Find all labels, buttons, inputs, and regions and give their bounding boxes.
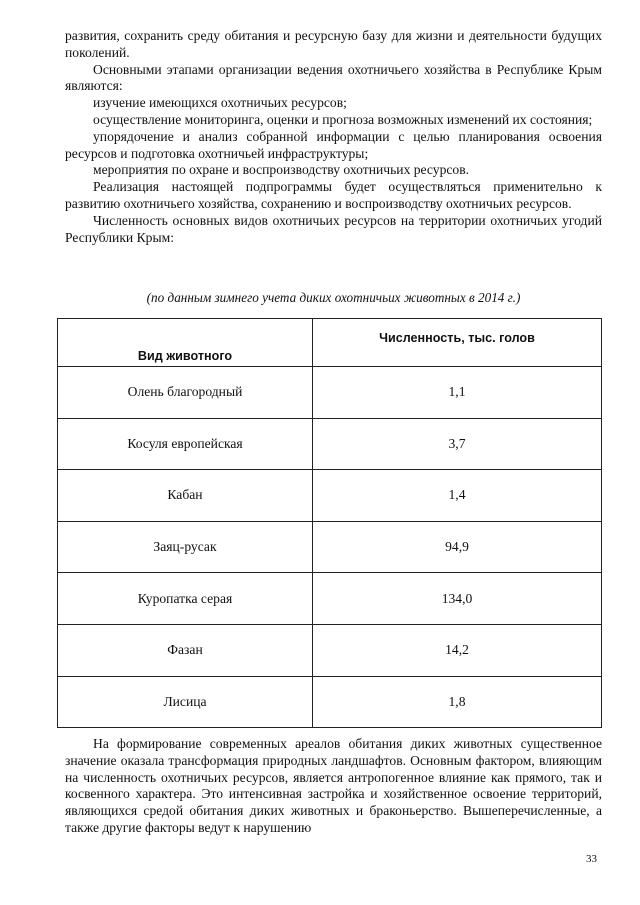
table-row — [58, 624, 602, 676]
page-number: 33 — [586, 853, 597, 865]
table-caption: (по данным зимнего учета диких охотничьих животных в 2014 г.) — [146, 290, 521, 305]
paragraph-implementation: Реализация настоящей подпрограммы будет осуществляться применительно к развитию охотничьего хозяйства, сохранению и воспроизводству охотничьих ресурсов. — [65, 179, 602, 211]
cell-species: Куропатка серая — [58, 573, 313, 625]
cell-species: Кабан — [58, 470, 313, 522]
paragraph-habitat: На формирование современных ареалов обитания диких животных существенное значение оказала трансформация природных ландшафтов. Основным фактором, влияющим на численность охотничьих ресурсов, является антропогенное влияние как прямого, так и косвенного характера. Это интенсивная застройка и хозяйственное освоение территорий, являющихся средой обитания диких животных и браконьерство. Вышеперечисленные, а также другие факторы ведут к нарушению — [65, 736, 602, 835]
header-species: Вид животного — [58, 319, 313, 367]
table-row — [58, 470, 602, 522]
cell-species: Заяц-русак — [58, 521, 313, 573]
cell-count: 1,4 — [313, 470, 602, 522]
paragraph-population-intro: Численность основных видов охотничьих ресурсов на территории охотничьих угодий Республики Крым: — [65, 212, 602, 245]
population-table — [57, 318, 602, 728]
table-row — [58, 521, 602, 573]
cell-count: 14,2 — [313, 624, 602, 676]
table-row — [58, 573, 602, 625]
table-row — [58, 676, 602, 728]
list-item-analysis: упорядочение и анализ собранной информации с целью планирования освоения ресурсов и подготовка охотничьей инфраструктуры; — [65, 128, 602, 161]
list-item-protection: мероприятия по охране и воспроизводству охотничьих ресурсов. — [93, 162, 470, 178]
list-item-monitoring: осуществление мониторинга, оценки и прогноза возможных изменений их состояния; — [93, 111, 593, 127]
cell-count: 1,8 — [313, 676, 602, 728]
body-text-bottom — [65, 736, 602, 837]
cell-species: Лисица — [58, 676, 313, 728]
paragraph-continuation: развития, сохранить среду обитания и ресурсную базу для жизни и деятельности будущих поколений. — [65, 28, 602, 60]
cell-species: Олень благородный — [58, 367, 313, 419]
table-header-row — [58, 319, 602, 367]
body-text-top — [65, 28, 602, 246]
cell-count: 134,0 — [313, 573, 602, 625]
cell-count: 94,9 — [313, 521, 602, 573]
table-row — [58, 367, 602, 419]
paragraph-stages-intro: Основными этапами организации ведения охотничьего хозяйства в Республике Крым являются: — [65, 61, 602, 94]
header-count: Численность, тыс. голов — [313, 319, 602, 367]
table-row — [58, 418, 602, 470]
population-table-wrapper — [57, 318, 602, 728]
cell-count: 3,7 — [313, 418, 602, 470]
cell-count: 1,1 — [313, 367, 602, 419]
cell-species: Фазан — [58, 624, 313, 676]
list-item-study: изучение имеющихся охотничьих ресурсов; — [93, 95, 347, 111]
cell-species: Косуля европейская — [58, 418, 313, 470]
